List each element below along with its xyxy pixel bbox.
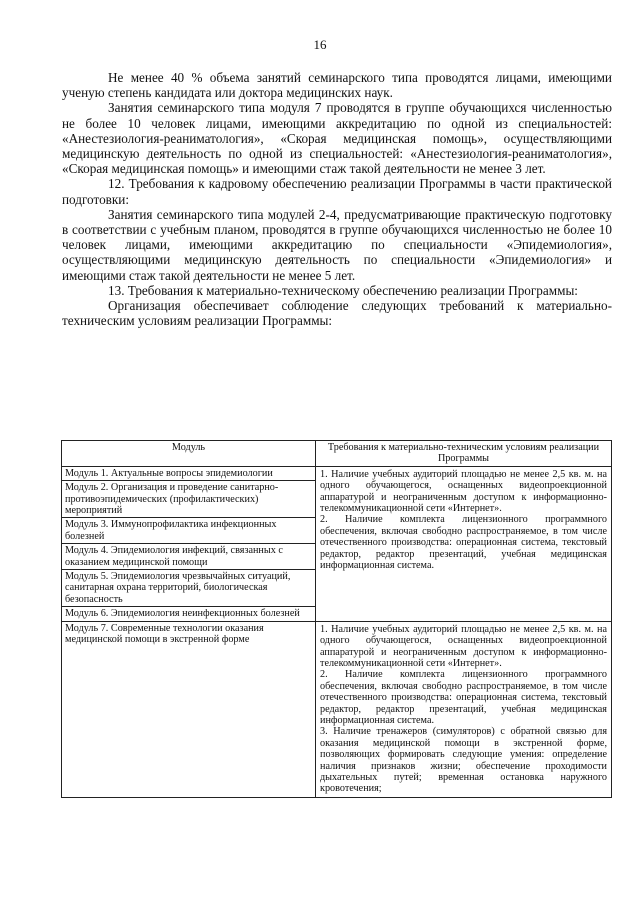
requirement-classrooms: 1. Наличие учебных аудиторий площадью не менее 2,5 кв. м. на одного обучающегося, оснащенных видеопроекционной аппаратурой и неограниченным доступом к информационно-телекоммуникационной сети «Интернет».	[320, 623, 607, 669]
module-6: Модуль 6. Эпидемиология неинфекционных болезней	[65, 608, 300, 620]
paragraph-section-13-heading: 13. Требования к материально-техническому обеспечению реализации Программы:	[108, 282, 578, 298]
paragraph-seminar-degree: Не менее 40 % объема занятий семинарского типа проводятся лицами, имеющими ученую степень кандидата или доктора медицинских наук.	[62, 70, 612, 101]
module-4: Модуль 4. Эпидемиология инфекций, связанных с оказанием медицинской помощи	[62, 544, 315, 570]
requirements-cell-modules-1-6	[316, 466, 612, 621]
paragraph-section-12-heading: 12. Требования к кадровому обеспечению реализации Программы в части практической подготовки:	[62, 176, 612, 207]
requirement-software: 2. Наличие комплекта лицензионного программного обеспечения, включая свободно распространяемое, в том числе отечественного производства: операционная система, текстовый редактор, редактор презентаций, учебная медицинская информационная система.	[320, 669, 607, 726]
module-2: Модуль 2. Организация и проведение санитарно-противоэпидемических (профилактических) мероприятий	[62, 481, 315, 518]
requirements-cell-module-7	[316, 621, 612, 797]
module-7: Модуль 7. Современные технологии оказания медицинской помощи в экстренной форме	[62, 621, 316, 797]
paragraph-module7-staff: Занятия семинарского типа модуля 7 проводятся в группе обучающихся численностью не более 10 человек лицами, имеющими аккредитацию по одной из специальностей: «Анестезиология-реаниматология», «Скорая медицинская помощь», осуществляющими медицинскую деятельность по одной из специальностей: «Анестезиология-реаниматология», «Скорая медицинская помощь» и имеющими стаж такой деятельности не менее 3 лет.	[62, 100, 612, 177]
requirements-table	[61, 440, 612, 798]
module-5: Модуль 5. Эпидемиология чрезвычайных ситуаций, санитарная охрана территорий, биологическая безопасность	[62, 570, 315, 607]
paragraph-requirements-intro: Организация обеспечивает соблюдение следующих требований к материально-техническим условиям реализации Программы:	[62, 298, 612, 329]
requirement-software: 2. Наличие комплекта лицензионного программного обеспечения, включая свободно распространяемое, в том числе отечественного производства: операционная система, текстовый редактор, редактор презентаций, учебная медицинская информационная система.	[320, 514, 607, 572]
module-1: Модуль 1. Актуальные вопросы эпидемиологии	[62, 467, 315, 481]
module-list-cell	[62, 466, 316, 621]
requirement-classrooms: 1. Наличие учебных аудиторий площадью не менее 2,5 кв. м. на одного обучающегося, оснащенных видеопроекционной аппаратурой и неограниченным доступом к информационно-телекоммуникационной сети «Интернет».	[320, 468, 607, 515]
table-row	[62, 466, 612, 621]
table-row	[62, 621, 612, 797]
paragraph-modules-2-4-staff: Занятия семинарского типа модулей 2-4, предусматривающие практическую подготовку в соответствии с учебным планом, проводятся в группе обучающихся численностью не более 10 человек лицами, имеющими аккредитацию по специальности «Эпидемиология», осуществляющими медицинскую деятельность по специальности «Эпидемиология» и имеющими стаж такой деятельности не менее 5 лет.	[62, 206, 612, 283]
header-module: Модуль	[62, 441, 316, 467]
requirement-simulators: 3. Наличие тренажеров (симуляторов) с обратной связью для оказания медицинской помощи в экстренной форме, позволяющих формировать следующие умения: определение наличия признаков жизни; обеспечение проходимости дыхательных путей; временная остановка наружного кровотечения;	[320, 726, 607, 795]
module-3: Модуль 3. Иммунопрофилактика инфекционных болезней	[62, 518, 315, 544]
page-number: 16	[313, 37, 327, 52]
body-text	[62, 70, 612, 328]
header-requirements: Требования к материально-техническим условиям реализации Программы	[316, 441, 612, 467]
table-header-row	[62, 441, 612, 467]
